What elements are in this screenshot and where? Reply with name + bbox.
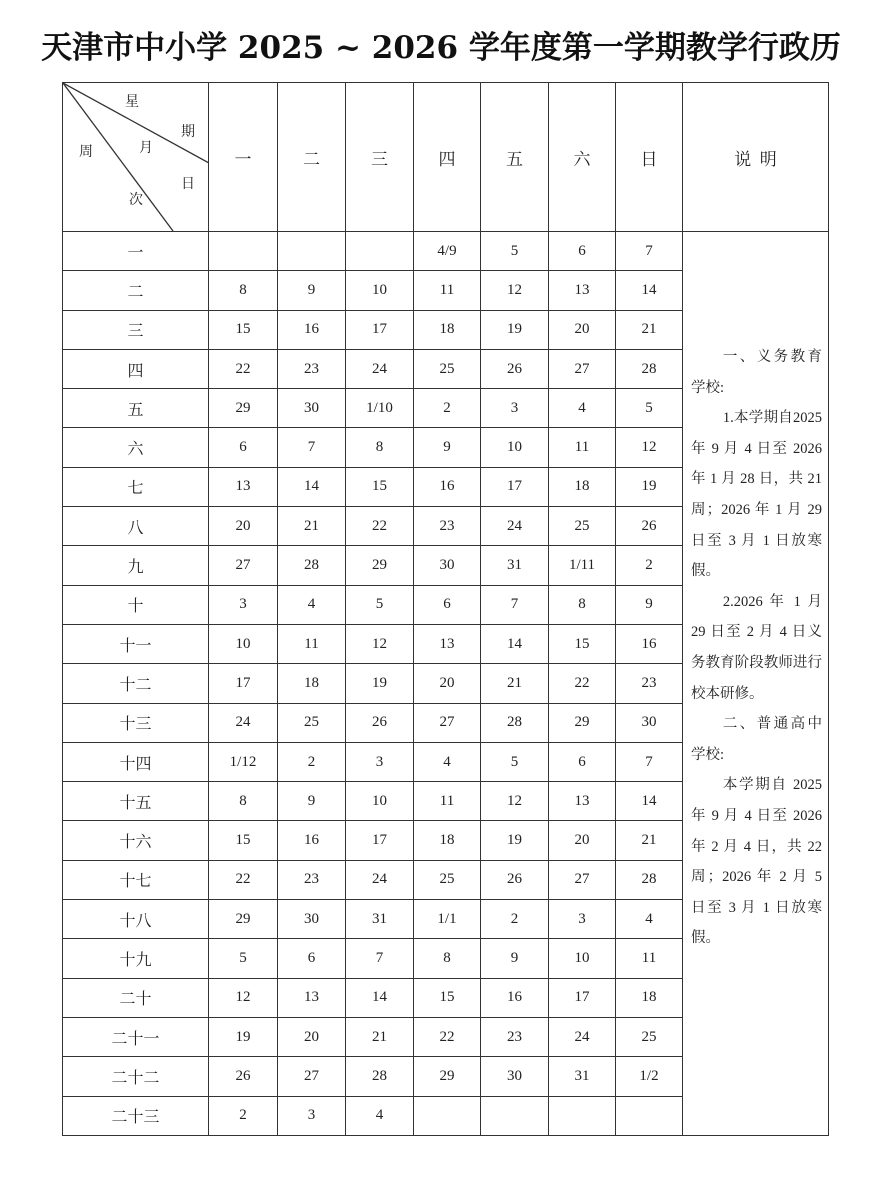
date-cell: 5 bbox=[481, 742, 549, 781]
header-row bbox=[63, 83, 829, 232]
week-number-cell: 十一 bbox=[63, 624, 209, 663]
date-cell: 22 bbox=[414, 1017, 481, 1056]
date-cell: 21 bbox=[346, 1017, 414, 1056]
week-number-cell: 十三 bbox=[63, 703, 209, 742]
date-cell: 14 bbox=[346, 978, 414, 1017]
date-cell: 4 bbox=[278, 585, 346, 624]
date-cell: 27 bbox=[278, 1057, 346, 1096]
date-cell: 10 bbox=[481, 428, 549, 467]
date-cell: 30 bbox=[278, 900, 346, 939]
date-cell: 2 bbox=[616, 546, 683, 585]
date-cell: 7 bbox=[278, 428, 346, 467]
date-cell: 11 bbox=[278, 624, 346, 663]
date-cell: 9 bbox=[414, 428, 481, 467]
date-cell: 28 bbox=[278, 546, 346, 585]
date-cell: 15 bbox=[549, 624, 616, 663]
date-cell: 7 bbox=[616, 742, 683, 781]
date-cell: 12 bbox=[481, 271, 549, 310]
date-cell: 13 bbox=[278, 978, 346, 1017]
date-cell: 5 bbox=[481, 232, 549, 271]
date-cell: 25 bbox=[414, 860, 481, 899]
date-cell: 18 bbox=[278, 664, 346, 703]
date-cell: 20 bbox=[549, 310, 616, 349]
date-cell: 28 bbox=[616, 860, 683, 899]
date-cell: 4 bbox=[414, 742, 481, 781]
date-cell: 26 bbox=[346, 703, 414, 742]
date-cell: 28 bbox=[346, 1057, 414, 1096]
date-cell: 20 bbox=[209, 507, 278, 546]
date-cell: 15 bbox=[209, 821, 278, 860]
diagonal-header-cell bbox=[63, 83, 209, 232]
date-cell: 30 bbox=[278, 389, 346, 428]
date-cell: 30 bbox=[414, 546, 481, 585]
date-cell: 24 bbox=[549, 1017, 616, 1056]
date-cell bbox=[209, 232, 278, 271]
day-header: 日 bbox=[616, 83, 683, 232]
date-cell: 5 bbox=[616, 389, 683, 428]
note-paragraph: 二、普通高中学校: bbox=[691, 716, 822, 763]
date-cell bbox=[616, 1096, 683, 1135]
date-cell: 23 bbox=[278, 349, 346, 388]
date-cell: 1/12 bbox=[209, 742, 278, 781]
date-cell: 25 bbox=[616, 1017, 683, 1056]
date-cell: 19 bbox=[616, 467, 683, 506]
date-cell: 14 bbox=[616, 782, 683, 821]
date-cell: 9 bbox=[481, 939, 549, 978]
week-number-cell: 八 bbox=[63, 507, 209, 546]
date-cell: 12 bbox=[209, 978, 278, 1017]
date-cell: 27 bbox=[209, 546, 278, 585]
date-cell: 22 bbox=[209, 860, 278, 899]
week-number-cell: 一 bbox=[63, 232, 209, 271]
date-cell: 12 bbox=[481, 782, 549, 821]
date-cell: 17 bbox=[481, 467, 549, 506]
week-number-cell: 九 bbox=[63, 546, 209, 585]
week-number-cell: 十五 bbox=[63, 782, 209, 821]
date-cell: 9 bbox=[278, 782, 346, 821]
date-cell: 30 bbox=[616, 703, 683, 742]
date-cell: 10 bbox=[346, 782, 414, 821]
date-cell: 6 bbox=[209, 428, 278, 467]
page-title: 天津市中小学 2025 ~ 2026 学年度第一学期教学行政历 bbox=[41, 30, 841, 66]
date-cell: 12 bbox=[346, 624, 414, 663]
week-number-cell: 七 bbox=[63, 467, 209, 506]
note-paragraph: 2.2026 年 1 月 29 日至 2 月 4 日义务教育阶段教师进行校本研修。 bbox=[691, 593, 822, 702]
date-cell: 8 bbox=[414, 939, 481, 978]
date-cell: 31 bbox=[481, 546, 549, 585]
date-cell: 20 bbox=[549, 821, 616, 860]
day-header: 三 bbox=[346, 83, 414, 232]
date-cell: 25 bbox=[549, 507, 616, 546]
date-cell: 25 bbox=[414, 349, 481, 388]
week-number-cell: 十 bbox=[63, 585, 209, 624]
week-number-cell: 十七 bbox=[63, 860, 209, 899]
date-cell: 17 bbox=[346, 310, 414, 349]
date-cell: 26 bbox=[481, 349, 549, 388]
week-number-cell: 十八 bbox=[63, 900, 209, 939]
day-header: 二 bbox=[278, 83, 346, 232]
date-cell: 28 bbox=[616, 349, 683, 388]
date-cell: 31 bbox=[346, 900, 414, 939]
date-cell bbox=[278, 232, 346, 271]
date-cell: 3 bbox=[346, 742, 414, 781]
date-cell: 16 bbox=[278, 821, 346, 860]
date-cell: 3 bbox=[481, 389, 549, 428]
date-cell: 16 bbox=[414, 467, 481, 506]
date-cell: 26 bbox=[209, 1057, 278, 1096]
diag-label-zhou: 周 bbox=[79, 145, 93, 160]
date-cell: 31 bbox=[549, 1057, 616, 1096]
date-cell: 4 bbox=[346, 1096, 414, 1135]
date-cell: 24 bbox=[346, 349, 414, 388]
date-cell: 13 bbox=[414, 624, 481, 663]
date-cell: 23 bbox=[481, 1017, 549, 1056]
note-paragraph: 1.本学期自2025 年 9 月 4 日至 2026 年 1 月 28 日，共 21 周；2026 年 1 月 29 日至 3 月 1 日放寒假。 bbox=[691, 410, 822, 580]
day-header: 六 bbox=[549, 83, 616, 232]
week-number-cell: 十二 bbox=[63, 664, 209, 703]
diag-label-xing: 星 bbox=[125, 95, 139, 110]
date-cell: 20 bbox=[414, 664, 481, 703]
table-row bbox=[63, 232, 829, 271]
week-number-cell: 五 bbox=[63, 389, 209, 428]
date-cell: 7 bbox=[481, 585, 549, 624]
week-number-cell: 二 bbox=[63, 271, 209, 310]
date-cell: 27 bbox=[414, 703, 481, 742]
date-cell: 4 bbox=[616, 900, 683, 939]
date-cell: 19 bbox=[209, 1017, 278, 1056]
date-cell: 23 bbox=[616, 664, 683, 703]
diag-label-ci: 次 bbox=[129, 193, 143, 208]
date-cell: 26 bbox=[616, 507, 683, 546]
date-cell: 8 bbox=[209, 271, 278, 310]
date-cell: 6 bbox=[278, 939, 346, 978]
date-cell: 10 bbox=[549, 939, 616, 978]
day-header: 五 bbox=[481, 83, 549, 232]
date-cell: 20 bbox=[278, 1017, 346, 1056]
date-cell: 14 bbox=[616, 271, 683, 310]
date-cell: 23 bbox=[414, 507, 481, 546]
date-cell: 6 bbox=[549, 232, 616, 271]
day-header: 四 bbox=[414, 83, 481, 232]
notes-cell bbox=[683, 232, 829, 1136]
date-cell: 27 bbox=[549, 860, 616, 899]
date-cell: 25 bbox=[278, 703, 346, 742]
date-cell: 9 bbox=[278, 271, 346, 310]
calendar-table bbox=[62, 82, 829, 1136]
date-cell: 16 bbox=[481, 978, 549, 1017]
date-cell: 22 bbox=[209, 349, 278, 388]
date-cell: 1/2 bbox=[616, 1057, 683, 1096]
date-cell: 22 bbox=[549, 664, 616, 703]
date-cell: 29 bbox=[414, 1057, 481, 1096]
week-number-cell: 二十二 bbox=[63, 1057, 209, 1096]
date-cell: 11 bbox=[414, 782, 481, 821]
date-cell: 13 bbox=[209, 467, 278, 506]
diag-label-ri: 日 bbox=[181, 177, 195, 192]
date-cell: 4/9 bbox=[414, 232, 481, 271]
date-cell: 8 bbox=[209, 782, 278, 821]
date-cell: 19 bbox=[481, 310, 549, 349]
date-cell: 11 bbox=[549, 428, 616, 467]
date-cell: 26 bbox=[481, 860, 549, 899]
date-cell: 6 bbox=[414, 585, 481, 624]
week-number-cell: 二十三 bbox=[63, 1096, 209, 1135]
date-cell: 7 bbox=[616, 232, 683, 271]
date-cell: 1/11 bbox=[549, 546, 616, 585]
diag-label-yue: 月 bbox=[139, 141, 153, 156]
date-cell: 18 bbox=[549, 467, 616, 506]
date-cell: 18 bbox=[616, 978, 683, 1017]
date-cell: 17 bbox=[549, 978, 616, 1017]
date-cell: 4 bbox=[549, 389, 616, 428]
date-cell: 16 bbox=[278, 310, 346, 349]
date-cell: 23 bbox=[278, 860, 346, 899]
date-cell: 1/10 bbox=[346, 389, 414, 428]
date-cell: 29 bbox=[346, 546, 414, 585]
date-cell: 16 bbox=[616, 624, 683, 663]
date-cell: 12 bbox=[616, 428, 683, 467]
week-number-cell: 十六 bbox=[63, 821, 209, 860]
date-cell: 8 bbox=[346, 428, 414, 467]
week-number-cell: 二十 bbox=[63, 978, 209, 1017]
date-cell: 15 bbox=[209, 310, 278, 349]
date-cell: 6 bbox=[549, 742, 616, 781]
date-cell: 11 bbox=[414, 271, 481, 310]
date-cell bbox=[346, 232, 414, 271]
week-number-cell: 十九 bbox=[63, 939, 209, 978]
note-paragraph: 一、义务教育学校: bbox=[691, 349, 822, 396]
date-cell: 18 bbox=[414, 821, 481, 860]
date-cell: 19 bbox=[346, 664, 414, 703]
date-cell: 14 bbox=[278, 467, 346, 506]
week-number-cell: 十四 bbox=[63, 742, 209, 781]
week-number-cell: 三 bbox=[63, 310, 209, 349]
date-cell: 24 bbox=[346, 860, 414, 899]
date-cell: 1/1 bbox=[414, 900, 481, 939]
date-cell: 24 bbox=[209, 703, 278, 742]
date-cell: 17 bbox=[346, 821, 414, 860]
date-cell: 2 bbox=[414, 389, 481, 428]
date-cell: 8 bbox=[549, 585, 616, 624]
date-cell: 2 bbox=[278, 742, 346, 781]
date-cell: 10 bbox=[346, 271, 414, 310]
note-paragraph: 本学期自 2025 年 9 月 4 日至 2026 年 2 月 4 日，共 22 周；2026 年 2 月 5 日至 3 月 1 日放寒假。 bbox=[691, 777, 822, 947]
date-cell: 28 bbox=[481, 703, 549, 742]
date-cell: 7 bbox=[346, 939, 414, 978]
date-cell: 11 bbox=[616, 939, 683, 978]
date-cell: 21 bbox=[481, 664, 549, 703]
date-cell bbox=[481, 1096, 549, 1135]
date-cell: 14 bbox=[481, 624, 549, 663]
date-cell: 30 bbox=[481, 1057, 549, 1096]
date-cell: 21 bbox=[278, 507, 346, 546]
date-cell bbox=[549, 1096, 616, 1135]
date-cell: 29 bbox=[549, 703, 616, 742]
date-cell: 9 bbox=[616, 585, 683, 624]
date-cell: 22 bbox=[346, 507, 414, 546]
date-cell: 17 bbox=[209, 664, 278, 703]
date-cell: 3 bbox=[209, 585, 278, 624]
date-cell: 15 bbox=[414, 978, 481, 1017]
date-cell: 24 bbox=[481, 507, 549, 546]
date-cell: 13 bbox=[549, 271, 616, 310]
date-cell: 3 bbox=[278, 1096, 346, 1135]
date-cell: 10 bbox=[209, 624, 278, 663]
date-cell: 5 bbox=[209, 939, 278, 978]
date-cell: 21 bbox=[616, 310, 683, 349]
diag-label-qi: 期 bbox=[181, 125, 195, 140]
date-cell: 2 bbox=[209, 1096, 278, 1135]
day-header: 一 bbox=[209, 83, 278, 232]
date-cell: 15 bbox=[346, 467, 414, 506]
date-cell: 19 bbox=[481, 821, 549, 860]
date-cell: 18 bbox=[414, 310, 481, 349]
date-cell: 29 bbox=[209, 900, 278, 939]
notes-header: 说 明 bbox=[683, 83, 829, 232]
date-cell: 29 bbox=[209, 389, 278, 428]
date-cell: 3 bbox=[549, 900, 616, 939]
calendar-body bbox=[63, 232, 829, 1136]
date-cell: 27 bbox=[549, 349, 616, 388]
week-number-cell: 四 bbox=[63, 349, 209, 388]
date-cell bbox=[414, 1096, 481, 1135]
week-number-cell: 二十一 bbox=[63, 1017, 209, 1056]
date-cell: 5 bbox=[346, 585, 414, 624]
week-number-cell: 六 bbox=[63, 428, 209, 467]
date-cell: 2 bbox=[481, 900, 549, 939]
date-cell: 21 bbox=[616, 821, 683, 860]
date-cell: 13 bbox=[549, 782, 616, 821]
